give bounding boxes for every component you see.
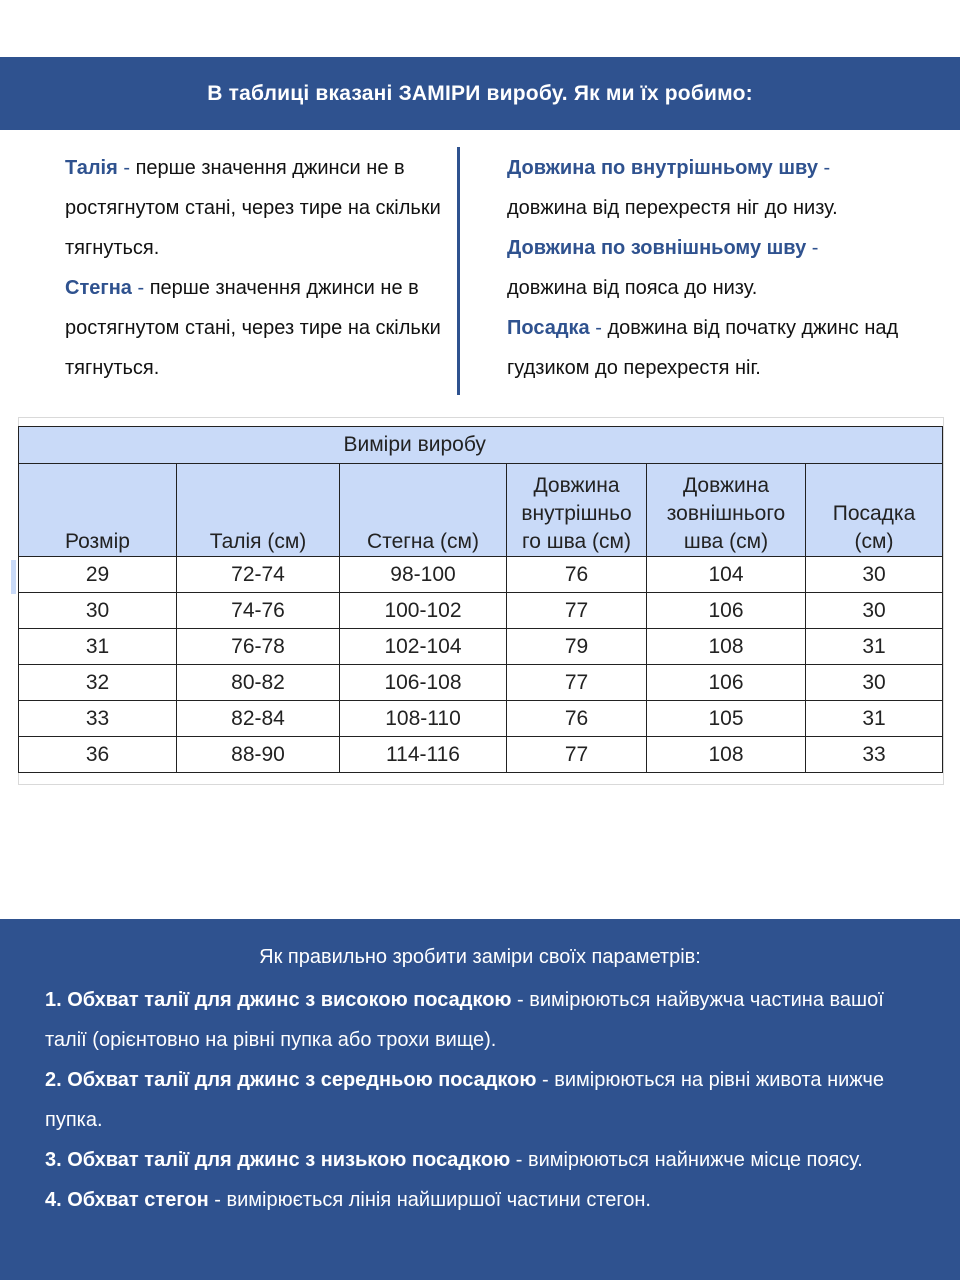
definition-inseam <box>507 148 947 228</box>
table-cell: 108-110 <box>340 701 507 737</box>
column-header-hips <box>340 464 507 557</box>
definitions-right <box>507 148 947 388</box>
table-cell: 102-104 <box>340 629 507 665</box>
instruction-lead: 4. Обхват стегон <box>45 1189 209 1211</box>
table-cell: 114-116 <box>340 737 507 773</box>
instruction-item <box>45 1060 925 1140</box>
table-cell: 79 <box>507 629 647 665</box>
instruction-lead: 3. Обхват талії для джинс з низькою посадкою <box>45 1149 511 1171</box>
definition-text: перше значення джинси не в ростягнутом стані, через тире на скільки тягнуться. <box>65 277 441 379</box>
sheet-gridline <box>943 417 944 785</box>
instruction-text: - вимірюються найвужча частина вашої талії (орієнтовно на рівні пупка або трохи вище). <box>45 989 884 1051</box>
table-cell: 82-84 <box>177 701 340 737</box>
column-header-outseam <box>647 464 806 557</box>
definition-rise <box>507 308 947 388</box>
definition-term: Талія <box>65 157 118 179</box>
column-header-line: зовнішнього <box>666 502 786 525</box>
definition-term: Посадка <box>507 317 590 339</box>
definition-text: довжина від початку джинс над гудзиком до перехрестя ніг. <box>507 317 899 379</box>
column-header-line: Розмір <box>65 530 130 553</box>
instruction-lead: 1. Обхват талії для джинс з високою посадкою <box>45 989 512 1011</box>
table-cell: 30 <box>806 665 943 701</box>
column-header-line: шва (см) <box>683 530 769 553</box>
table-cell: 106-108 <box>340 665 507 701</box>
definition-term: Довжина по внутрішньому шву <box>507 157 818 179</box>
table-header-cell <box>177 427 340 464</box>
column-header-size <box>19 464 177 557</box>
definition-hips <box>65 268 445 388</box>
column-header-line: го шва (см) <box>522 530 631 553</box>
table-header-cell <box>647 427 806 464</box>
instruction-item <box>45 1140 925 1180</box>
table-cell: 33 <box>19 701 177 737</box>
definition-text: довжина від перехрестя ніг до низу. <box>507 197 838 219</box>
table-cell: 106 <box>647 665 806 701</box>
table-cell: 104 <box>647 557 806 593</box>
table-row <box>19 701 943 737</box>
definition-waist <box>65 148 445 268</box>
table-cell: 33 <box>806 737 943 773</box>
column-header-line: Посадка <box>832 502 916 525</box>
table-cell: 98-100 <box>340 557 507 593</box>
table-cell: 31 <box>806 701 943 737</box>
table-group-header: Виміри виробу <box>340 427 647 464</box>
table-cell: 31 <box>19 629 177 665</box>
table-cell: 76 <box>507 701 647 737</box>
table-cell: 100-102 <box>340 593 507 629</box>
definition-outseam <box>507 228 947 308</box>
column-header-line: Стегна (см) <box>367 530 479 553</box>
table-cell: 30 <box>806 557 943 593</box>
table-row <box>19 557 943 593</box>
table-group-header-row <box>19 427 943 464</box>
table-header-cell <box>806 427 943 464</box>
table-row <box>19 737 943 773</box>
table-cell: 32 <box>19 665 177 701</box>
column-header-waist <box>177 464 340 557</box>
definition-sep: - <box>117 157 136 179</box>
definition-sep: - <box>131 277 150 299</box>
instruction-item <box>45 1180 925 1220</box>
table-cell: 108 <box>647 629 806 665</box>
column-header-line: внутрішньо <box>521 502 632 525</box>
definition-text: довжина від пояса до низу. <box>507 277 758 299</box>
column-header-rise <box>806 464 943 557</box>
table-cell: 30 <box>19 593 177 629</box>
column-header-line: Талія (см) <box>209 530 307 553</box>
sheet-gridline <box>18 784 944 785</box>
sheet-gridline <box>18 417 944 418</box>
table-cell: 105 <box>647 701 806 737</box>
table-cell: 76-78 <box>177 629 340 665</box>
column-header-inseam <box>507 464 647 557</box>
instruction-lead: 2. Обхват талії для джинс з середньою посадкою <box>45 1069 537 1091</box>
table-column-header-row <box>19 464 943 557</box>
column-header-line: Довжина <box>682 474 770 497</box>
definitions-left <box>65 148 445 388</box>
column-divider <box>457 147 460 395</box>
definition-sep: - <box>806 237 819 259</box>
instruction-text: - вимірюються найнижче місце поясу. <box>510 1149 863 1171</box>
table-cell: 29 <box>19 557 177 593</box>
table-cell: 108 <box>647 737 806 773</box>
size-table <box>18 426 943 773</box>
table-row <box>19 593 943 629</box>
instruction-text: - вимірюється лінія найширшої частини стегон. <box>208 1189 651 1211</box>
column-header-line: Довжина <box>533 474 620 497</box>
table-row <box>19 629 943 665</box>
table-cell: 88-90 <box>177 737 340 773</box>
table-cell: 36 <box>19 737 177 773</box>
definition-term: Стегна <box>65 277 132 299</box>
instruction-item <box>45 980 925 1060</box>
table-cell: 106 <box>647 593 806 629</box>
table-row <box>19 665 943 701</box>
top-banner <box>0 57 960 130</box>
table-header-cell <box>19 427 177 464</box>
table-cell: 72-74 <box>177 557 340 593</box>
definition-sep: - <box>817 157 831 179</box>
table-cell: 74-76 <box>177 593 340 629</box>
column-header-line: (см) <box>854 530 894 553</box>
table-cell: 30 <box>806 593 943 629</box>
row-selection-marker <box>11 560 16 594</box>
table-cell: 77 <box>507 737 647 773</box>
instructions-title: Як правильно зробити заміри своїх параметрів: <box>259 946 701 968</box>
table-cell: 77 <box>507 665 647 701</box>
table-cell: 31 <box>806 629 943 665</box>
definition-text: перше значення джинси не в ростягнутом стані, через тире на скільки тягнуться. <box>65 157 441 259</box>
table-cell: 76 <box>507 557 647 593</box>
banner-title: В таблиці вказані ЗАМІРИ виробу. Як ми їх робимо: <box>207 81 753 105</box>
table-cell: 77 <box>507 593 647 629</box>
instruction-text: - вимірюються на рівні живота нижче пупка. <box>45 1069 885 1131</box>
table-cell: 80-82 <box>177 665 340 701</box>
definition-sep: - <box>589 317 608 339</box>
instructions-list <box>45 980 925 1220</box>
definition-term: Довжина по зовнішньому шву <box>507 237 807 259</box>
